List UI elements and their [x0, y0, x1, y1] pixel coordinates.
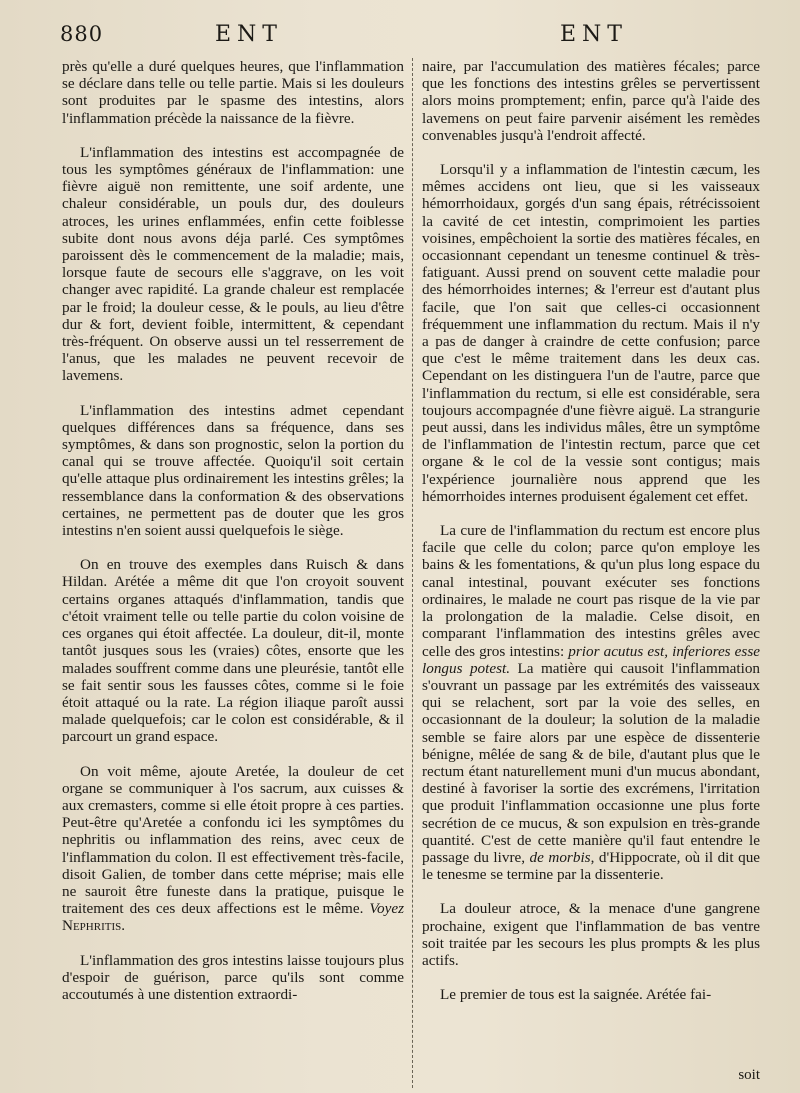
paragraph: Le premier de tous est la saignée. Arétée fai-: [440, 986, 712, 1004]
latin-quotation: prior acutus est, inferiores esse longus potest.: [422, 642, 760, 677]
paragraph: La douleur atroce, & la menace d'une gangrene prochaine, exigent que l'inflammation de bas ventre soit traitée par les secours les plus prompts & les plus actifs.: [422, 900, 760, 969]
cross-reference-voyez: Voyez: [369, 900, 405, 918]
running-header: [60, 22, 760, 52]
running-head-left: ENT: [215, 22, 283, 47]
right-column: [422, 58, 760, 1003]
running-head-right: ENT: [560, 22, 628, 47]
column-divider: [412, 58, 413, 1088]
paragraph: naire, par l'accumulation des matières fécales; parce que les fonctions des intestins grêles se pervertissent alors moins promptement; enfin, parce qu'à l'aide des lavemens on peut faire parvenir aisément les remèdes convenables jusqu'à l'endroit affecté.: [422, 58, 760, 144]
paragraph: près qu'elle a duré quelques heures, que l'inflammation se déclare dans telle ou telle partie. Mais si les douleurs sont produites par le spasme des intestins, alors l'inflammation précède la naissance de la fièvre.: [62, 58, 404, 127]
paragraph-text: , d'Hippocrate, où il dit que le tenesme se termine par la dissenterie.: [422, 848, 761, 884]
cross-reference-entry: Nephritis.: [62, 917, 126, 935]
paragraph: L'inflammation des intestins est accompagnée de tous les symptômes généraux de l'inflammation: une fièvre aiguë non remittente, une soif ardente, une chaleur considérable, un pouls dur, des douleurs atroces, les urines enflammées, enfin cette foiblesse subite dont nous avons déja parlé. Ces symptômes paroissent dès le commencement de la maladie; mais, lorsque faute de secours elle s'aggrave, on les voit changer avec rapidité. La grande chaleur est remplacée par le froid; la douleur cesse, & le pouls, au lieu d'être dur & fort, devient foible, intermittent, & cependant très-fréquent. On observe aussi un tel resserrement de l'anus, que les malades ne peuvent recevoir de lavemens.: [62, 143, 404, 385]
paragraph-text: La matière qui causoit l'inflammation s'ouvrant un passage par les extrémités des vaisseaux qui se relachent, sort par la voie des selles, en occasionnant de la douleur; la solution de la maladie semble se faire alors par une espèce de dissenterie bénigne, mêlée de sang & de bile, d'autant plus que le rectum étant naturellement muni d'un mucus abondant, destiné à favoriser la sortie des excrémens, l'irritation que produit l'inflammation occasionne une plus forte secrétion de ce mucus, & son expulsion en très-grande quantité. C'est de cette manière qu'il faut entendre le passage du livre,: [422, 659, 761, 866]
paragraph: Lorsqu'il y a inflammation de l'intestin cæcum, les mêmes accidens ont lieu, que si les vaisseaux hémorrhoidaux, gorgés d'un sang épais, rétrécissoient la cavité de cet intestin, comprimoient les parties voisines, empêchoient la sortie des matières fécales, en occasionnant cependant un tenesme continuel & très-fatiguant. Aussi prend on souvent cette maladie pour des hémorrhoides internes; & l'erreur est d'autant plus facile, que l'on sait que celles-ci occasionnent fréquemment une inflammation du rectum. Mais il n'y a pas de danger à craindre de cette confusion; parce que c'est le même traitement dans les deux cas. Cependant on les distinguera l'un de l'autre, parce que l'inflammation du rectum, si elle est considérable, sera toujours accompagnée d'une fièvre aiguë. La strangurie peut aussi, dans les individus mâles, être un symptôme de l'inflammation de l'intestin rectum, parce que cet organe & le col de la vessie sont contigus; mais l'expérience journalière nous apprend que les hémorrhoides internes produisent également cet effet.: [422, 161, 760, 505]
book-title: de morbis: [529, 848, 591, 866]
left-column: [62, 58, 404, 1003]
paragraph: L'inflammation des gros intestins laisse toujours plus d'espoir de guérison, parce qu'ils sont comme accoutumés à une distention extraordi-: [62, 951, 404, 1003]
catchword: soit: [738, 1067, 760, 1083]
paragraph: [422, 522, 760, 883]
paragraph-text: La cure de l'inflammation du rectum est encore plus facile que celle du colon; parce qu'on employe les bains & les fomentations, & qu'un plus long espace du canal intestinal, pouvant exécuter ses fonctions ordinaires, le malade ne court pas risque de la vie par la prolongation de la maladie. Celse disoit, en comparant l'inflammation des intestins grêles avec celle des gros intestins:: [422, 522, 760, 660]
paragraph: On en trouve des exemples dans Ruisch & dans Hildan. Arétée a même dit que l'on croyoit souvent certains organes attaqués d'inflammation, tandis que c'étoit vraiment telle ou telle partie du colon voisine de ces organes qui étoit affectée. La douleur, dit-il, monte tantôt jusques sous les (vraies) côtes, ensorte que les malades souffrent comme dans une pleurésie, tantôt elle se fait sentir sous les fausses côtes, comme si le foie étoit attaqué ou la rate. La région iliaque paroît aussi malade quelquefois; car le colon est considérable, & il parcourt un grand espace.: [62, 556, 404, 746]
page-number: 880: [60, 22, 104, 46]
paragraph: [62, 763, 404, 935]
paragraph-text: On voit même, ajoute Aretée, la douleur de cet organe se communiquer à l'os sacrum, aux cuisses & aux cremasters, comme si elle étoit propre à ces parties. Peut-être qu'Aretée a confondu ici les symptômes du nephritis ou inflammation des reins, avec ceux de l'inflammation du colon. Il est effectivement très-facile, disoit Galien, de tomber dans cette méprise; mais elle ne sauroit être funeste dans la pratique, puisque le traitement des ces deux affections est le même.: [62, 762, 404, 918]
paragraph: L'inflammation des intestins admet cependant quelques différences dans sa fréquence, dans ses symptômes, & dans son prognostic, selon la portion du canal qui se trouve affectée. Quoiqu'il soit certain qu'elle attaque plus ordinairement les intestins grêles; la ressemblance dans la conformation & des observations certaines, ne permettent pas de douter que les gros intestins n'en soient aussi quelquefois le siège.: [62, 401, 404, 540]
